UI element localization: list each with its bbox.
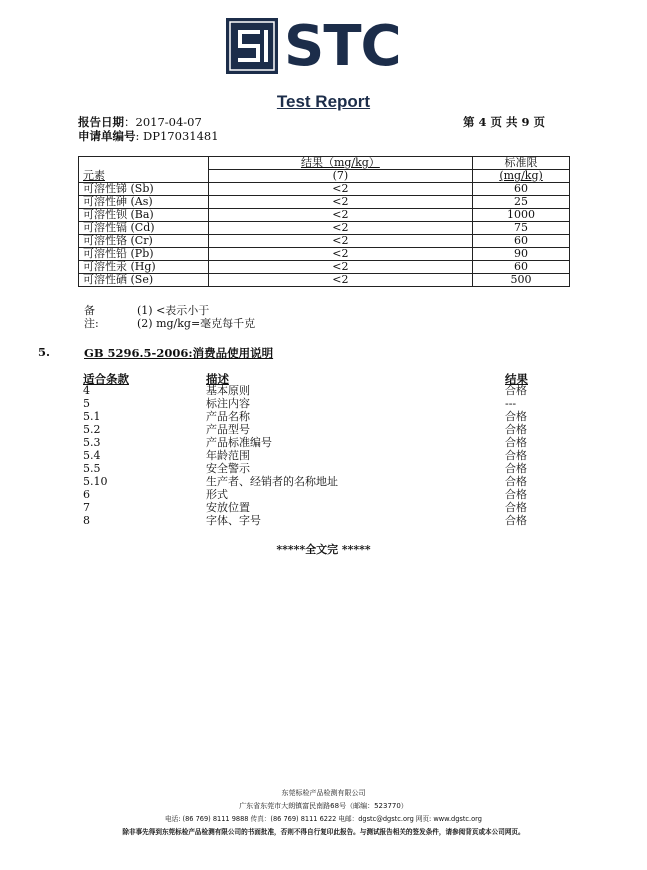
list-item xyxy=(0,436,647,449)
header-element: 元素 xyxy=(79,157,209,183)
footer-company: 东莞标检产品检测有限公司 xyxy=(281,789,366,797)
cell-result: <2 xyxy=(208,261,472,274)
clause-result: 合格 xyxy=(505,514,527,527)
header-result: 结果（mg/kg） xyxy=(208,157,472,170)
report-title: Test Report xyxy=(276,92,371,111)
clause-clause: 5.3 xyxy=(83,436,101,449)
list-item xyxy=(0,501,647,514)
clause-desc: 字体、字号 xyxy=(206,514,261,527)
list-item xyxy=(0,514,647,527)
clause-header xyxy=(0,371,647,385)
cell-element: 可溶性汞 (Hg) xyxy=(79,261,209,274)
clause-clause: 5.5 xyxy=(83,462,101,475)
cell-limit: 25 xyxy=(473,196,570,209)
header-limit: 标准限 xyxy=(473,157,570,170)
clause-header-clause: 适合条款 xyxy=(83,372,129,386)
clause-clause: 5 xyxy=(83,397,90,410)
clause-desc: 产品标准编号 xyxy=(206,436,272,449)
table-row xyxy=(79,196,570,209)
cell-limit: 60 xyxy=(473,235,570,248)
clause-clause: 5.4 xyxy=(83,449,101,462)
cell-result: <2 xyxy=(208,196,472,209)
table-header-row xyxy=(79,157,570,170)
clause-clause: 5.1 xyxy=(83,410,101,423)
clause-desc: 产品名称 xyxy=(206,410,250,423)
cell-result: <2 xyxy=(208,183,472,196)
cell-limit: 90 xyxy=(473,248,570,261)
clause-desc: 安全警示 xyxy=(206,462,250,475)
table-row xyxy=(79,235,570,248)
cell-limit: 75 xyxy=(473,222,570,235)
clause-desc: 标注内容 xyxy=(206,397,250,410)
application-number-label: 申请单编号 xyxy=(78,129,136,143)
section-title: GB 5296.5-2006:消费品使用说明 xyxy=(84,346,274,360)
cell-element: 可溶性铬 (Cr) xyxy=(79,235,209,248)
cell-element: 可溶性硒 (Se) xyxy=(79,274,209,287)
clause-header-desc: 描述 xyxy=(206,372,229,386)
clause-desc: 生产者、经销者的名称地址 xyxy=(206,475,338,488)
note-line-2: (2) mg/kg=毫克每千克 xyxy=(137,317,256,330)
table-row xyxy=(79,274,570,287)
list-item xyxy=(0,462,647,475)
clause-clause: 7 xyxy=(83,501,90,514)
list-item xyxy=(0,475,647,488)
clause-result: 合格 xyxy=(505,436,527,449)
clause-clause: 8 xyxy=(83,514,90,527)
logo-text: STC xyxy=(284,14,401,79)
clause-desc: 形式 xyxy=(206,488,228,501)
list-item xyxy=(0,384,647,397)
cell-element: 可溶性砷 (As) xyxy=(79,196,209,209)
clause-result: --- xyxy=(505,397,517,410)
list-item xyxy=(0,449,647,462)
footer-contact: 电话: (86 769) 8111 9888 传真：(86 769) 8111 6222 电邮：dgstc@dgstc.org 网页: www.dgstc.org xyxy=(165,815,482,823)
table-row xyxy=(79,209,570,222)
list-item xyxy=(0,397,647,410)
company-logo xyxy=(226,14,422,79)
list-item xyxy=(0,488,647,501)
cell-element: 可溶性锑 (Sb) xyxy=(79,183,209,196)
table-row xyxy=(79,261,570,274)
clause-result: 合格 xyxy=(505,449,527,462)
cell-result: <2 xyxy=(208,235,472,248)
cell-result: <2 xyxy=(208,248,472,261)
application-number-value: : DP17031481 xyxy=(135,129,219,143)
header-limit-sub: (mg/kg) xyxy=(473,170,570,183)
cell-result: <2 xyxy=(208,274,472,287)
report-date-label: 报告日期 xyxy=(78,115,124,129)
footer-disclaimer: 除非事先得到东莞标检产品检测有限公司的书面批准，否则不得自行复印此报告。与测试报告相关的签发条件，请参阅背页或本公司网页。 xyxy=(122,828,525,836)
clause-result: 合格 xyxy=(505,501,527,514)
clause-desc: 产品型号 xyxy=(206,423,250,436)
clause-result: 合格 xyxy=(505,410,527,423)
clause-result: 合格 xyxy=(505,475,527,488)
stc-logo-mark-icon xyxy=(226,18,278,74)
clause-clause: 6 xyxy=(83,488,90,501)
clause-clause: 5.2 xyxy=(83,423,101,436)
clause-desc: 年龄范围 xyxy=(206,449,250,462)
cell-result: <2 xyxy=(208,222,472,235)
section-number: 5. xyxy=(38,345,51,359)
clause-result: 合格 xyxy=(505,423,527,436)
table-row xyxy=(79,183,570,196)
notes-label: 备注: xyxy=(84,304,99,330)
footer-address: 广东省东莞市大朗镇富民南路68号（邮编：523770） xyxy=(239,802,408,810)
element-results-table xyxy=(78,156,570,287)
application-number xyxy=(78,128,219,144)
cell-limit: 1000 xyxy=(473,209,570,222)
cell-element: 可溶性铅 (Pb) xyxy=(79,248,209,261)
clause-list xyxy=(0,384,647,527)
clause-result: 合格 xyxy=(505,384,527,397)
header-result-sub: (7) xyxy=(208,170,472,183)
cell-result: <2 xyxy=(208,209,472,222)
page-info: 第 4 页 共 9 页 xyxy=(463,115,546,129)
clause-header-result: 结果 xyxy=(505,372,528,386)
cell-element: 可溶性镉 (Cd) xyxy=(79,222,209,235)
clause-desc: 基本原则 xyxy=(206,384,250,397)
clause-clause: 5.10 xyxy=(83,475,108,488)
note-line-1: (1) <表示小于 xyxy=(137,304,210,317)
footer xyxy=(0,787,647,839)
list-item xyxy=(0,410,647,423)
cell-limit: 60 xyxy=(473,183,570,196)
table-row xyxy=(79,222,570,235)
cell-limit: 60 xyxy=(473,261,570,274)
cell-limit: 500 xyxy=(473,274,570,287)
clause-result: 合格 xyxy=(505,488,527,501)
clause-result: 合格 xyxy=(505,462,527,475)
clause-clause: 4 xyxy=(83,384,90,397)
end-of-report: *****全文完 ***** xyxy=(276,543,371,556)
cell-element: 可溶性钡 (Ba) xyxy=(79,209,209,222)
list-item xyxy=(0,423,647,436)
clause-desc: 安放位置 xyxy=(206,501,250,514)
table-row xyxy=(79,248,570,261)
report-date-value: ：2017-04-07 xyxy=(124,115,202,129)
